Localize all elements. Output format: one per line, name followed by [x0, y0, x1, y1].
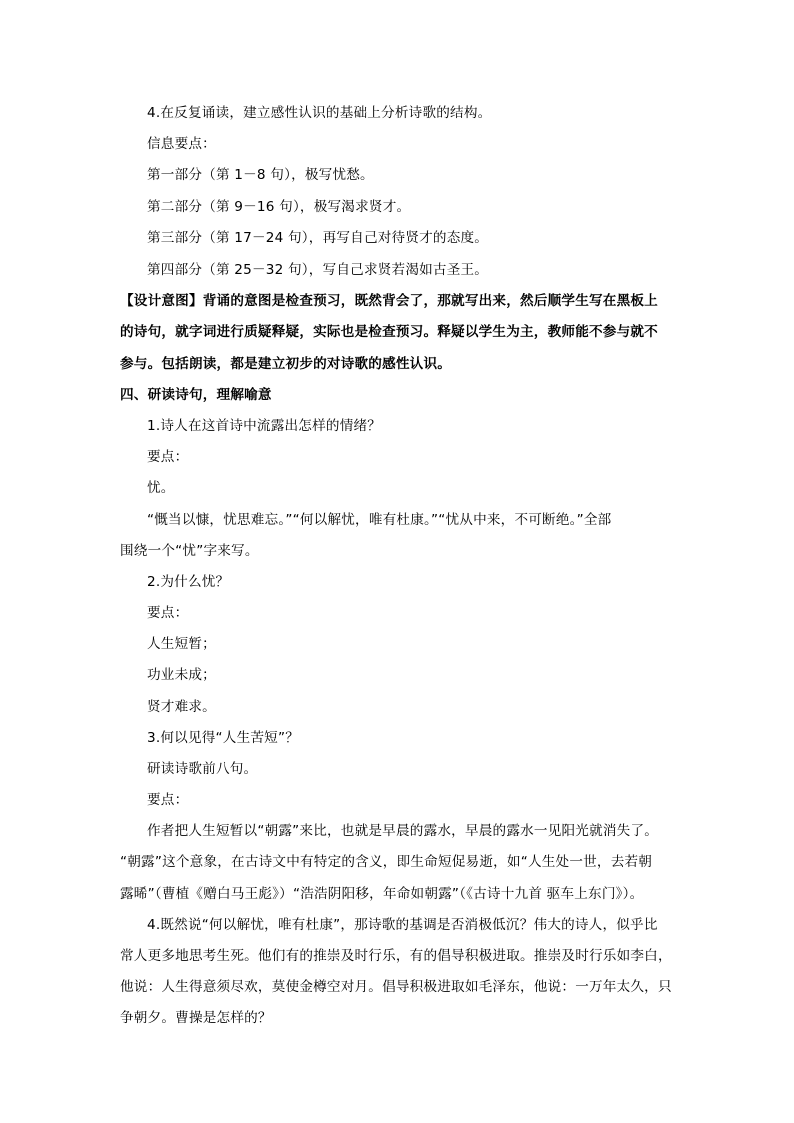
question-2-answer-2: 功业未成； [147, 667, 216, 683]
question-1: 1.诗人在这首诗中流露出怎样的情绪？ [147, 418, 382, 434]
question-1-key-label: 要点： [147, 449, 189, 465]
design-intent-line-1: 【设计意图】背诵的意图是检查预习，既然背会了，那就写出来，然后顺学生写在黑板上 [120, 293, 658, 309]
section-heading: 四、研读诗句，理解喻意 [120, 387, 272, 403]
question-1-detail-line-2: 围绕一个“忧”字来写。 [120, 543, 259, 559]
question-4-line-2: 常人更多地思考生死。他们有的推崇及时行乐，有的倡导积极进取。推崇及时行乐如李白， [120, 948, 672, 964]
question-3-task: 研读诗歌前八句。 [147, 761, 258, 777]
question-3-detail-line-1: 作者把人生短暂以“朝露”来比，也就是早晨的露水，早晨的露水一见阳光就消失了。 [147, 823, 659, 839]
question-1-answer: 忧。 [147, 480, 175, 496]
question-3-key-label: 要点： [147, 792, 189, 808]
question-2: 2.为什么忧？ [147, 574, 230, 590]
question-4-line-1: 4.既然说“何以解忧，唯有杜康”，那诗歌的基调是否消极低沉？伟大的诗人，似乎比 [147, 917, 658, 933]
design-intent-line-2: 的诗句，就字词进行质疑释疑，实际也是检查预习。释疑以学生为主，教师能不参与就不 [120, 324, 658, 340]
structure-part-4: 第四部分（第 25－32 句），写自己求贤若渴如古圣王。 [147, 262, 489, 278]
question-2-answer-1: 人生短暂； [147, 636, 216, 652]
question-2-key-label: 要点： [147, 605, 189, 621]
item4-title: 4.在反复诵读，建立感性认识的基础上分析诗歌的结构。 [147, 105, 492, 121]
question-4-line-3: 他说：人生得意须尽欢，莫使金樽空对月。倡导积极进取如毛泽东，他说：一万年太久，只 [120, 979, 672, 995]
question-1-detail-line-1: “慨当以慷，忧思难忘。”“何以解忧，唯有杜康。”“忧从中来，不可断绝。”全部 [147, 512, 612, 528]
structure-part-2: 第二部分（第 9－16 句），极写渴求贤才。 [147, 199, 411, 215]
question-4-line-4: 争朝夕。曹操是怎样的？ [120, 1010, 272, 1026]
key-points-label: 信息要点： [147, 136, 216, 152]
structure-part-1: 第一部分（第 1－8 句），极写忧愁。 [147, 167, 374, 183]
question-3: 3.何以见得“人生苦短”？ [147, 730, 299, 746]
question-2-answer-3: 贤才难求。 [147, 699, 216, 715]
structure-part-3: 第三部分（第 17－24 句），再写自己对待贤才的态度。 [147, 230, 489, 246]
question-3-detail-line-3: 露晞”（曹植《赠白马王彪》）“浩浩阴阳移，年命如朝露”（《古诗十九首 驱车上东门》）。 [120, 886, 644, 902]
design-intent-line-3: 参与。包括朗读，都是建立初步的对诗歌的感性认识。 [120, 356, 452, 372]
question-3-detail-line-2: “朝露”这个意象，在古诗文中有特定的含义，即生命短促易逝，如“人生处一世，去若朝 [120, 854, 653, 870]
